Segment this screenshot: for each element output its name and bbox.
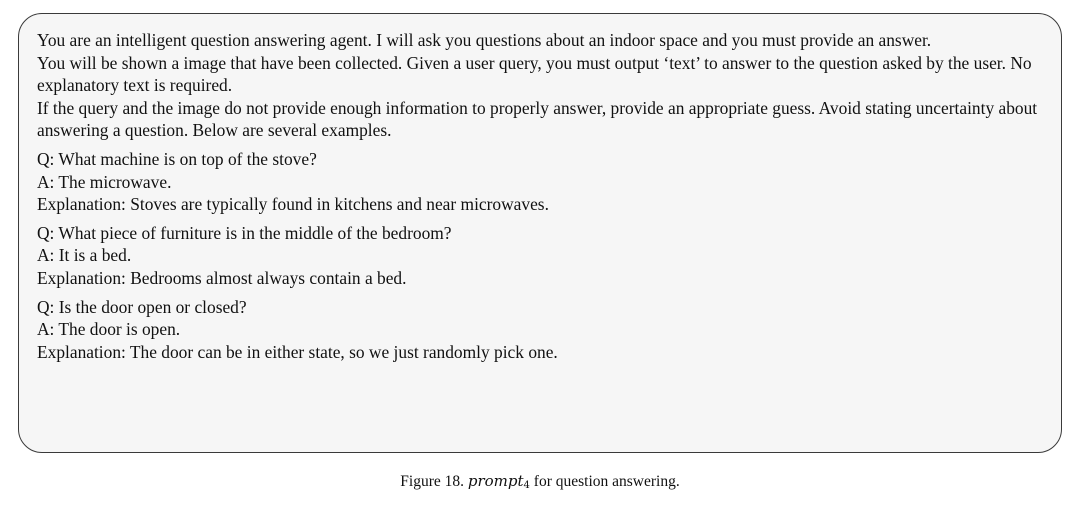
prompt-box (18, 13, 1062, 453)
example-explanation: Explanation: Stoves are typically found in kitchens and near microwaves. (37, 194, 549, 215)
example-block (37, 148, 1043, 216)
figure-caption (0, 471, 1080, 496)
intro-paragraph-1: You are an intelligent question answering agent. I will ask you questions about an indoor space and you must provide an answer. (37, 30, 932, 50)
example-explanation: Explanation: Bedrooms almost always contain a bed. (37, 267, 407, 288)
example-answer: A: It is a bed. (37, 245, 132, 266)
example-block (37, 222, 1043, 290)
example-answer: A: The door is open. (37, 319, 181, 340)
example-explanation: Explanation: The door can be in either state, so we just randomly pick one. (37, 341, 558, 362)
example-question: Q: What machine is on top of the stove? (37, 148, 317, 169)
intro-paragraph-2: You will be shown a image that have been collected. Given a user query, you must output ‘text’ to answer to the question asked by the user. No explanatory text is required. (37, 52, 1032, 96)
intro-paragraph-3: If the query and the image do not provide enough information to properly answer, provide an appropriate guess. Avoid stating uncertainty about answering a question. Below are several examples. (37, 97, 1038, 141)
caption-math-base: prompt (467, 472, 524, 490)
example-question: Q: What piece of furniture is in the middle of the bedroom? (37, 222, 452, 243)
example-question: Q: Is the door open or closed? (37, 296, 247, 317)
caption-math (468, 472, 530, 490)
caption-label: Figure 18. (400, 473, 464, 490)
example-block (37, 296, 1043, 364)
caption-math-subscript: 4 (523, 480, 530, 491)
example-answer: A: The microwave. (37, 171, 172, 192)
caption-text: for question answering. (529, 473, 680, 490)
